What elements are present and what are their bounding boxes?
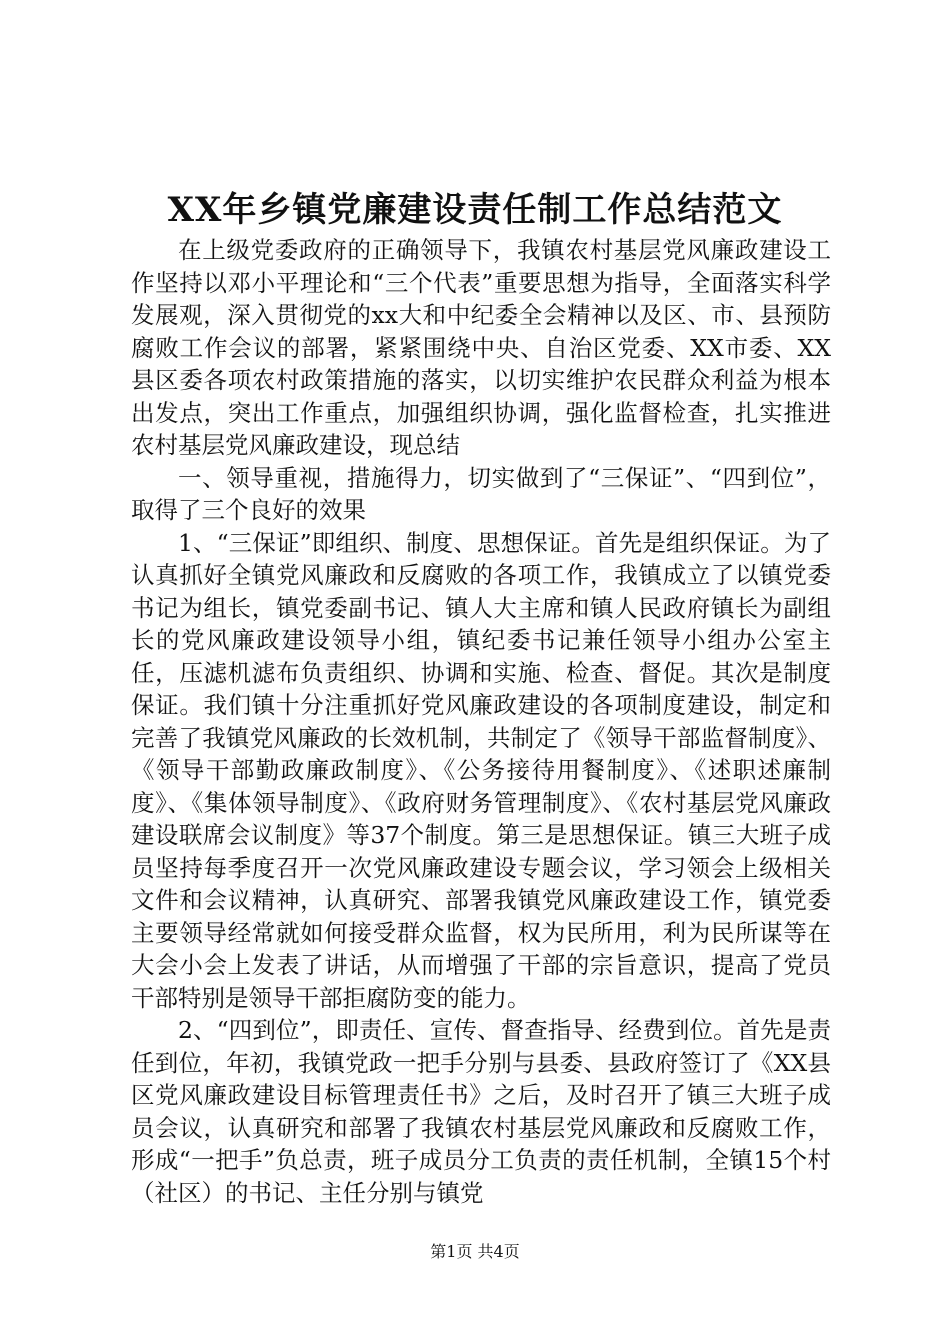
paragraph-three-guarantees: 1、“三保证”即组织、制度、思想保证。首先是组织保证。为了认真抓好全镇党风廉政和反腐败的各项工作，我镇成立了以镇党委书记为组长，镇党委副书记、镇人大主席和镇人民政府镇长为副组长的党风廉政建设领导小组，镇纪委书记兼任领导小组办公室主任，压滤机滤布负责组织、协调和实施、检查、督促。其次是制度保证。我们镇十分注重抓好党风廉政建设的各项制度建设，制定和完善了我镇党风廉政的长效机制，共制定了《领导干部监督制度》、《领导干部勤政廉政制度》、《公务接待用餐制度》、《述职述廉制度》、《集体领导制度》、《政府财务管理制度》、《农村基层党风廉政建设联席会议制度》等37个制度。第三是思想保证。镇三大班子成员坚持每季度召开一次党风廉政建设专题会议，学习领会上级相关文件和会议精神，认真研究、部署我镇党风廉政建设工作，镇党委主要领导经常就如何接受群众监督，权为民所用，利为民所谋等在大会小会上发表了讲话，从而增强了干部的宗旨意识，提高了党员干部特别是领导干部拒腐防变的能力。 xyxy=(131,528,831,1012)
paragraph-section-heading: 一、领导重视，措施得力，切实做到了“三保证”、“四到位”，取得了三个良好的效果 xyxy=(131,463,831,524)
paragraph-four-in-place: 2、“四到位”，即责任、宣传、督查指导、经费到位。首先是责任到位，年初，我镇党政一把手分别与县委、县政府签订了《XX县区党风廉政建设目标管理责任书》之后，及时召开了镇三大班子成员会议，认真研究和部署了我镇农村基层党风廉政和反腐败工作，形成“一把手”负总责，班子成员分工负责的责任机制，全镇15个村（社区）的书记、主任分别与镇党 xyxy=(131,1016,831,1207)
document-body xyxy=(131,234,831,1209)
page-footer: 第1页 共4页 xyxy=(430,1242,520,1261)
document-title: XX年乡镇党廉建设责任制工作总结范文 xyxy=(167,190,783,230)
paragraph-intro: 在上级党委政府的正确领导下，我镇农村基层党风廉政建设工作坚持以邓小平理论和“三个代表”重要思想为指导，全面落实科学发展观，深入贯彻党的xx大和中纪委全会精神以及区、市、县预防腐败工作会议的部署，紧紧围绕中央、自治区党委、XX市委、XX县区委各项农村政策措施的落实，以切实维护农民群众利益为根本出发点，突出工作重点，加强组织协调，强化监督检查，扎实推进农村基层党风廉政建设，现总结 xyxy=(131,236,831,459)
